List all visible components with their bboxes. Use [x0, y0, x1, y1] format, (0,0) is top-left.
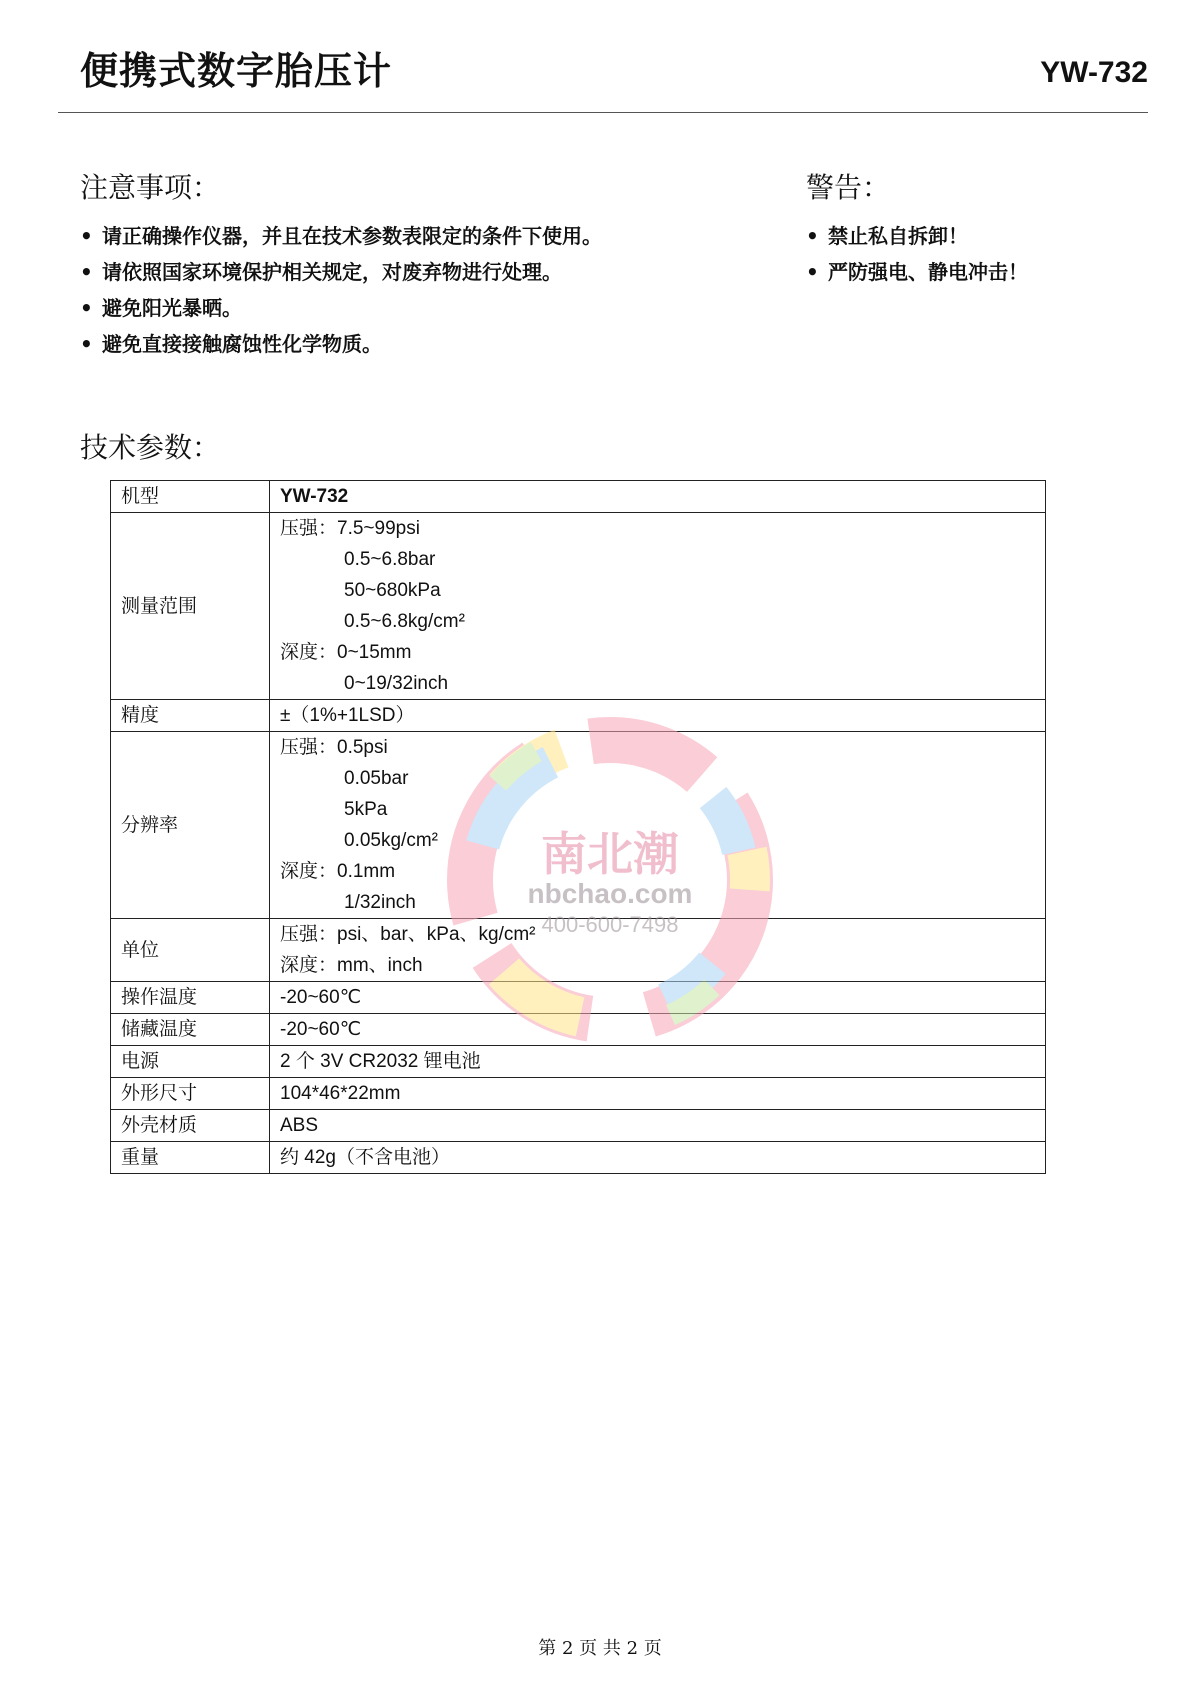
list-item: • 请依照国家环境保护相关规定，对废弃物进行处理。	[80, 254, 602, 290]
spec-subkey: 压强：	[280, 517, 338, 539]
list-item: • 严防强电、静电冲击！	[806, 254, 1028, 290]
spec-label: 测量范围	[111, 513, 270, 700]
spec-value	[270, 732, 1046, 919]
spec-subvalue: 0.1mm	[337, 861, 396, 882]
spec-label: 储藏温度	[111, 1014, 270, 1046]
model-code: YW-732	[1040, 56, 1148, 89]
document-title: 便携式数字胎压计	[80, 49, 393, 93]
spec-subvalue: 0~15mm	[337, 642, 412, 663]
list-item: • 禁止私自拆卸！	[806, 218, 1028, 254]
spec-value: YW-732	[270, 481, 1046, 513]
spec-label: 电源	[111, 1046, 270, 1078]
spec-value: -20~60℃	[270, 982, 1046, 1014]
spec-subkey: 深度：	[280, 954, 338, 976]
spec-value: ABS	[270, 1110, 1046, 1142]
table-row	[111, 1014, 1046, 1046]
table-row	[111, 982, 1046, 1014]
spec-subvalue: 0.5~6.8bar	[344, 549, 436, 570]
table-row	[111, 732, 1046, 919]
bullet-icon: •	[80, 224, 93, 248]
spec-subvalue: 7.5~99psi	[337, 518, 420, 539]
spec-subvalue: 1/32inch	[344, 892, 416, 913]
warnings-heading: 警告：	[806, 171, 891, 204]
spec-subvalue: 0.05bar	[344, 768, 409, 789]
bullet-icon: •	[80, 296, 93, 320]
watermark-phone: 400-600-7498	[541, 912, 679, 937]
spec-subkey: 深度：	[280, 641, 338, 663]
spec-subvalue: 0.05kg/cm²	[344, 830, 438, 851]
spec-subvalue: 0.5~6.8kg/cm²	[344, 611, 465, 632]
spec-subvalue: 5kPa	[344, 799, 388, 820]
watermark-brand: 南北潮	[541, 827, 679, 881]
notes-list	[80, 218, 602, 362]
spec-subkey: 压强：	[280, 736, 338, 758]
list-item: • 避免直接接触腐蚀性化学物质。	[80, 326, 602, 362]
list-item: • 避免阳光暴晒。	[80, 290, 602, 326]
spec-subvalue: mm、inch	[337, 955, 423, 976]
spec-label: 分辨率	[111, 732, 270, 919]
spec-subvalue: 50~680kPa	[344, 580, 441, 601]
spec-value	[270, 919, 1046, 982]
spec-subvalue: psi、bar、kPa、kg/cm²	[337, 924, 536, 945]
header-divider	[58, 112, 1148, 113]
bullet-icon: •	[80, 260, 93, 284]
list-item: • 请正确操作仪器，并且在技术参数表限定的条件下使用。	[80, 218, 602, 254]
spec-value: -20~60℃	[270, 1014, 1046, 1046]
spec-subvalue: 0~19/32inch	[344, 673, 449, 694]
page-number: 第 2 页 共 2 页	[538, 1638, 662, 1659]
table-row	[111, 1078, 1046, 1110]
spec-table	[110, 480, 1046, 1174]
spec-subkey: 压强：	[280, 923, 338, 945]
table-row	[111, 1046, 1046, 1078]
spec-label: 机型	[111, 481, 270, 513]
spec-value	[270, 513, 1046, 700]
table-row	[111, 919, 1046, 982]
spec-label: 精度	[111, 700, 270, 732]
spec-label: 外壳材质	[111, 1110, 270, 1142]
spec-subvalue: 0.5psi	[337, 737, 388, 758]
spec-value: 2 个 3V CR2032 锂电池	[270, 1046, 1046, 1078]
table-row	[111, 513, 1046, 700]
table-row	[111, 481, 1046, 513]
table-row	[111, 1110, 1046, 1142]
bullet-icon: •	[806, 260, 819, 284]
spec-label: 操作温度	[111, 982, 270, 1014]
notes-heading: 注意事项：	[80, 171, 221, 204]
bullet-icon: •	[80, 332, 93, 356]
table-row	[111, 700, 1046, 732]
spec-label: 重量	[111, 1142, 270, 1174]
bullet-icon: •	[806, 224, 819, 248]
spec-subkey: 深度：	[280, 860, 338, 882]
specs-heading: 技术参数：	[80, 431, 221, 464]
watermark-site: nbchao.com	[527, 878, 693, 909]
spec-value: 104*46*22mm	[270, 1078, 1046, 1110]
warnings-list	[806, 218, 1028, 290]
spec-label: 单位	[111, 919, 270, 982]
spec-label: 外形尺寸	[111, 1078, 270, 1110]
spec-value: ±（1%+1LSD）	[270, 700, 1046, 732]
table-row	[111, 1142, 1046, 1174]
spec-value: 约 42g（不含电池）	[270, 1142, 1046, 1174]
